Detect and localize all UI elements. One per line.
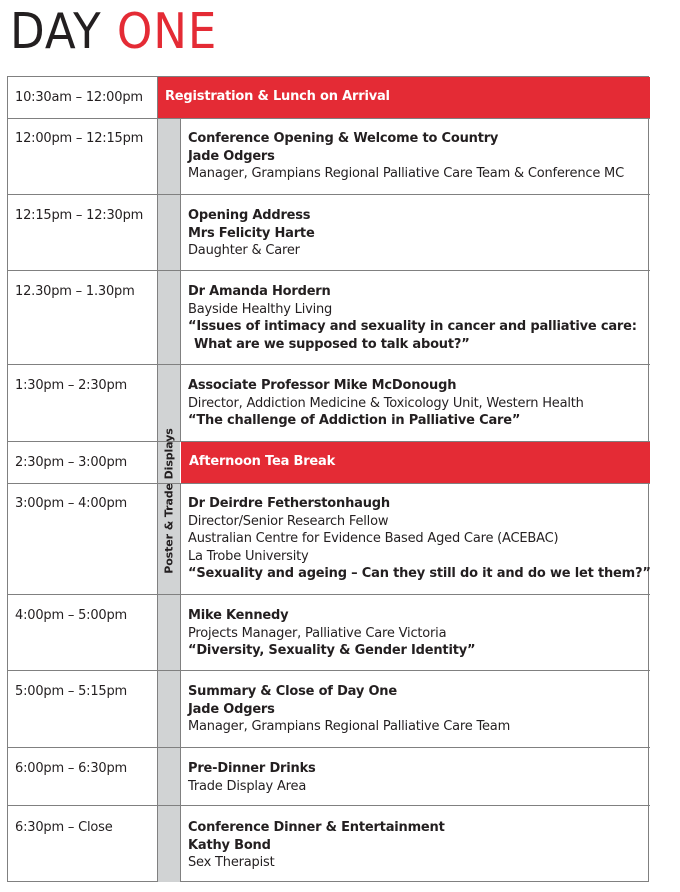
speaker-role: Daughter & Carer [188,243,300,258]
talk-title-continued: What are we supposed to talk about?” [194,336,470,352]
session-details [188,130,624,183]
session-title: Summary & Close of Day One [188,684,397,699]
session-details [188,283,637,353]
time-cell: 6:00pm – 6:30pm [15,761,127,776]
speaker-role: Director, Addiction Medicine & Toxicology Unit, Western Health [188,395,584,411]
time-cell: 12.30pm – 1.30pm [15,284,135,299]
speaker-role: Director/Senior Research Fellow [188,513,389,529]
talk-title: “The challenge of Addiction in Palliative Care” [188,413,521,428]
time-cell: 6:30pm – Close [15,820,113,835]
speaker-name: Dr Amanda Hordern [188,284,331,299]
session-title: Pre-Dinner Drinks [188,761,316,776]
banner-label: Registration & Lunch on Arrival [165,89,390,104]
speaker-university: La Trobe University [188,548,309,564]
time-cell: 10:30am – 12:00pm [15,90,143,105]
speaker-name: Jade Odgers [188,701,275,717]
row-divider [7,194,650,195]
speaker-name: Associate Professor Mike McDonough [188,378,457,393]
row-divider [7,594,650,595]
talk-title: “Diversity, Sexuality & Gender Identity” [188,643,476,658]
speaker-role: Sex Therapist [188,855,275,870]
title-one: ONE [116,3,218,60]
speaker-name: Dr Deirdre Fetherstonhaugh [188,496,390,511]
strip-edge [180,483,181,882]
session-details [188,495,651,583]
row-divider [7,364,650,365]
session-location: Trade Display Area [188,778,307,794]
session-details [188,760,316,795]
row-divider [7,805,650,806]
speaker-role: Manager, Grampians Regional Palliative Care Team & Conference MC [188,166,624,181]
column-divider [157,77,158,882]
time-cell: 2:30pm – 3:00pm [15,455,127,470]
speaker-name: Jade Odgers [188,148,275,164]
row-divider [7,118,650,119]
speaker-organisation: Australian Centre for Evidence Based Aged Care (ACEBAC) [188,531,559,546]
session-details [188,377,584,430]
time-cell: 5:00pm – 5:15pm [15,684,127,699]
poster-trade-label-text: Poster & Trade Displays [162,428,176,574]
speaker-role: Manager, Grampians Regional Palliative Care Team [188,719,511,734]
session-details [188,607,475,660]
banner-label: Afternoon Tea Break [189,454,336,469]
strip-edge [180,119,181,441]
page-title [10,4,217,60]
row-divider [7,270,650,271]
row-divider [7,483,650,484]
row-divider [7,747,650,748]
speaker-role: Projects Manager, Palliative Care Victoria [188,625,447,641]
time-cell: 1:30pm – 2:30pm [15,378,127,393]
row-divider [7,670,650,671]
session-details [188,207,315,260]
talk-title: “Sexuality and ageing – Can they still do it and do we let them?” [188,566,651,581]
speaker-role: Bayside Healthy Living [188,301,333,317]
time-cell: 3:00pm – 4:00pm [15,496,127,511]
session-title: Opening Address [188,208,311,223]
time-cell: 12:00pm – 12:15pm [15,131,144,146]
speaker-name: Mike Kennedy [188,608,289,623]
title-day: DAY [10,3,102,60]
banner-afternoon-tea [181,442,650,483]
session-title: Conference Dinner & Entertainment [188,820,445,835]
time-cell: 4:00pm – 5:00pm [15,608,127,623]
session-title: Conference Opening & Welcome to Country [188,131,499,146]
time-cell: 12:15pm – 12:30pm [15,208,144,223]
session-details [188,819,445,872]
banner-registration [157,77,650,118]
speaker-name: Kathy Bond [188,837,271,853]
speaker-name: Mrs Felicity Harte [188,225,315,241]
talk-title: “Issues of intimacy and sexuality in cancer and palliative care: [188,319,637,334]
session-details [188,683,510,736]
